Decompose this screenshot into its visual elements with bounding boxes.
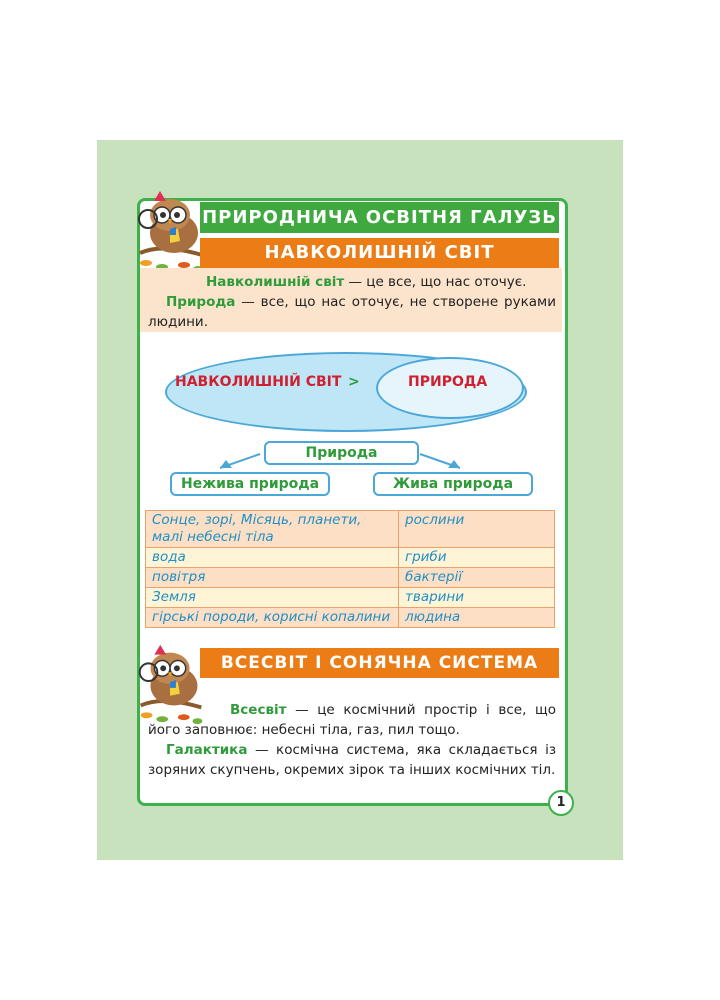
outer-label: НАВКОЛИШНІЙ СВІТ bbox=[175, 374, 342, 390]
left-branch-node: Нежива природа bbox=[170, 472, 330, 496]
table-cell: Сонце, зорі, Місяць, планети, малі небесні тіла bbox=[146, 511, 399, 548]
branch-title: ПРИРОДНИЧА ОСВІТНЯ ГАЛУЗЬ bbox=[202, 207, 557, 228]
nature-table bbox=[145, 510, 555, 628]
inner-label: ПРИРОДА bbox=[408, 374, 488, 390]
term-pryroda: Природа bbox=[166, 294, 236, 310]
definition-text: — це все, що нас оточує. bbox=[344, 274, 527, 290]
table-cell: тварини bbox=[399, 588, 555, 608]
page-number: 1 bbox=[548, 790, 574, 816]
table-row bbox=[146, 568, 555, 588]
definition-text: — все, що нас оточує, не створене руками людини. bbox=[148, 294, 556, 330]
section1-title: НАВКОЛИШНІЙ СВІТ bbox=[264, 242, 495, 263]
term-navkolyshniy-svit: Навколишній світ bbox=[206, 274, 345, 290]
table-cell: повітря bbox=[146, 568, 399, 588]
table-row bbox=[146, 548, 555, 568]
table-cell: вода bbox=[146, 548, 399, 568]
definition-text: — це космічний простір і все, що його заповнює: небесні тіла, газ, пил тощо. bbox=[148, 702, 556, 738]
section2-title-bar bbox=[200, 648, 559, 678]
table-cell: гірські породи, корисні копалини bbox=[146, 608, 399, 628]
table-cell: рослини bbox=[399, 511, 555, 548]
definition-text: — космічна система, яка складається із зоряних скупчень, окремих зірок та інших космічних тіл. bbox=[148, 742, 556, 778]
table-row bbox=[146, 608, 555, 628]
table-cell: бактерії bbox=[399, 568, 555, 588]
section2-title: ВСЕСВІТ І СОНЯЧНА СИСТЕМА bbox=[220, 653, 539, 673]
table-cell: людина bbox=[399, 608, 555, 628]
definition-navkolyshniy-svit bbox=[148, 272, 556, 332]
term-vsesvit: Всесвіт bbox=[230, 702, 287, 718]
table-cell: гриби bbox=[399, 548, 555, 568]
branch-title-bar bbox=[200, 202, 559, 233]
table-row bbox=[146, 588, 555, 608]
section1-title-bar bbox=[200, 238, 559, 268]
greater-than-sign: > bbox=[348, 374, 360, 390]
definition-vsesvit bbox=[148, 700, 556, 780]
term-galaktyka: Галактика bbox=[166, 742, 248, 758]
right-branch-node: Жива природа bbox=[373, 472, 533, 496]
root-node: Природа bbox=[264, 441, 419, 465]
table-row bbox=[146, 511, 555, 548]
table-cell: Земля bbox=[146, 588, 399, 608]
